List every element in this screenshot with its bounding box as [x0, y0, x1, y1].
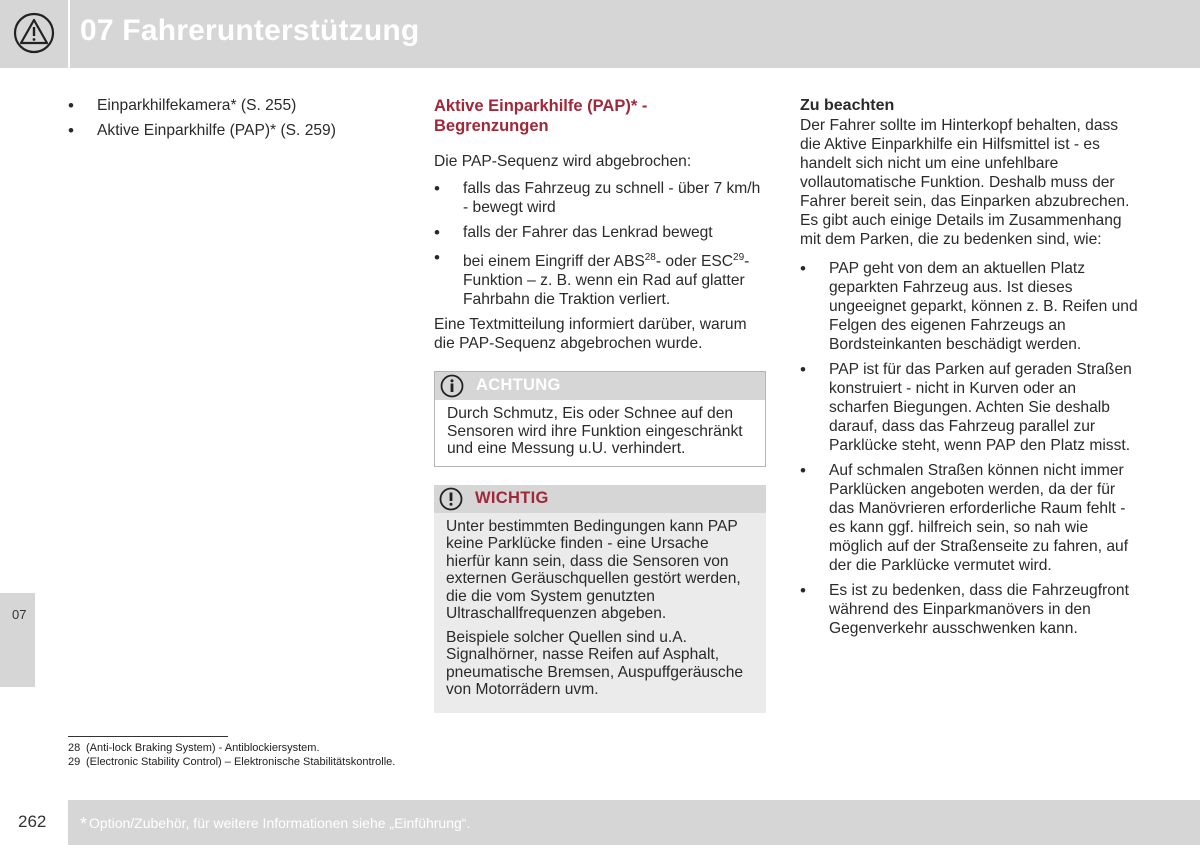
list-item: • Es ist zu bedenken, dass die Fahrzeugfront während des Einparkmanövers in den Gegenverkehr ausschwenken kann.: [800, 581, 1140, 638]
exclamation-circle-icon: [439, 487, 463, 511]
notes-heading: Zu beachten: [800, 97, 895, 114]
header-icon-box: [0, 0, 70, 68]
footnote-number: 29: [68, 756, 81, 768]
notes-column: [800, 96, 1140, 644]
footnote: [68, 741, 395, 755]
footnote-number: 28: [68, 742, 81, 754]
list-item: • falls der Fahrer das Lenkrad bewegt: [434, 223, 766, 242]
caution-text: Durch Schmutz, Eis oder Schnee auf den Sensoren wird ihre Funktion eingeschränkt und eine Messung u.U. verhindert.: [435, 400, 765, 466]
footnote-ref[interactable]: 28: [644, 252, 656, 263]
caution-box: [434, 371, 766, 467]
limitations-column: [434, 96, 766, 713]
important-body: [434, 513, 766, 713]
important-paragraph: Unter bestimmten Bedingungen kann PAP keine Parklücke finden - eine Ursache hierfür kann sein, dass die Sensoren von externen Geräuschquellen gestört werden, die die vom System genutzten Ultraschallfrequenzen abgeben.: [446, 517, 741, 623]
list-item: • PAP geht von dem an aktuellen Platz geparkten Fahrzeug aus. Ist dieses ungeeignet geparkt, können z. B. Reifen und Felgen des eigenen Fahrzeugs an Bordsteinkanten beschädigt werden.: [800, 259, 1140, 354]
footnote: [68, 755, 395, 769]
list-item-text: -Funktion – z. B. wenn ein Rad auf glatter Fahrbahn die Traktion verliert.: [463, 253, 750, 309]
list-item-text: - oder ESC: [655, 253, 734, 271]
important-box: [434, 485, 766, 713]
notes-list: [800, 259, 1140, 638]
related-links-list: [68, 96, 398, 140]
footnotes: [68, 741, 395, 769]
important-paragraph: Beispiele solcher Quellen sind u.A. Signalhörner, nasse Reifen auf Asphalt, pneumatische Bremsen, Auspuffgeräusche von Motorrädern uvm.: [446, 628, 744, 699]
warning-triangle-icon: [13, 12, 55, 54]
list-item: • PAP ist für das Parken auf geraden Straßen konstruiert - nicht in Kurven oder an scharfen Biegungen. Achten Sie deshalb darauf, dass das Fahrzeug parallel zur Parklücke steht, wenn PAP den Platz misst.: [800, 360, 1140, 455]
page-header: [0, 0, 1200, 68]
important-label: WICHTIG: [475, 488, 549, 507]
abort-conditions-list: [434, 179, 766, 309]
important-box-header: [434, 485, 766, 513]
page-number-box: [0, 800, 68, 845]
notes-intro: Der Fahrer sollte im Hinterkopf behalten, dass die Aktive Einparkhilfe ein Hilfsmittel ist - es handelt sich nicht um eine unfehlbare vollautomatische Funktion. Deshalb muss der Fahrer bereit sein, das Einparken abzubrechen. Es gibt auch einige Details im Zusammenhang mit dem Parken, die zu bedenken sind, wie:: [800, 117, 1130, 248]
page-number: 262: [18, 812, 47, 831]
footnote-text: (Anti-lock Braking System) - Antiblockiersystem.: [86, 742, 320, 754]
footnote-text: (Electronic Stability Control) – Elektronische Stabilitätskontrolle.: [86, 756, 396, 768]
list-item: • falls das Fahrzeug zu schnell - über 7 km/h - bewegt wird: [434, 179, 766, 217]
option-star: *: [80, 814, 88, 834]
info-circle-icon: [440, 374, 464, 398]
chapter-tab-label: 07: [12, 607, 27, 622]
list-item-text: bei einem Eingriff der ABS: [463, 253, 645, 271]
intro-text: Die PAP-Sequenz wird abgebrochen:: [434, 153, 692, 170]
related-links-column: [68, 96, 398, 146]
page-title: 07 Fahrerunterstützung: [80, 14, 420, 47]
footnote-divider: [68, 736, 228, 737]
related-link-item[interactable]: • Aktive Einparkhilfe (PAP)* (S. 259): [68, 121, 398, 140]
list-item: • Auf schmalen Straßen können nicht immer Parklücken angeboten werden, da der für das Manövrieren erforderliche Raum fehlt - es kann ggf. hilfreich sein, so nah wie möglich auf der Straßenseite zu fahren, auf der die Parklücke vermutet wird.: [800, 461, 1140, 575]
outro-text: Eine Textmitteilung informiert darüber, warum die PAP-Sequenz abgebrochen wurde.: [434, 316, 747, 353]
footnote-ref[interactable]: 29: [733, 252, 745, 263]
section-heading: Aktive Einparkhilfe (PAP)* - Begrenzungen: [434, 97, 648, 135]
page-footer: [0, 800, 1200, 845]
list-item: [434, 248, 766, 309]
related-link-item[interactable]: • Einparkhilfekamera* (S. 255): [68, 96, 398, 115]
footer-note: [80, 814, 470, 835]
footer-note-text: Option/Zubehör, für weitere Informationen siehe „Einführung“.: [89, 815, 471, 831]
caution-box-header: [435, 372, 765, 400]
caution-label: ACHTUNG: [476, 376, 561, 395]
